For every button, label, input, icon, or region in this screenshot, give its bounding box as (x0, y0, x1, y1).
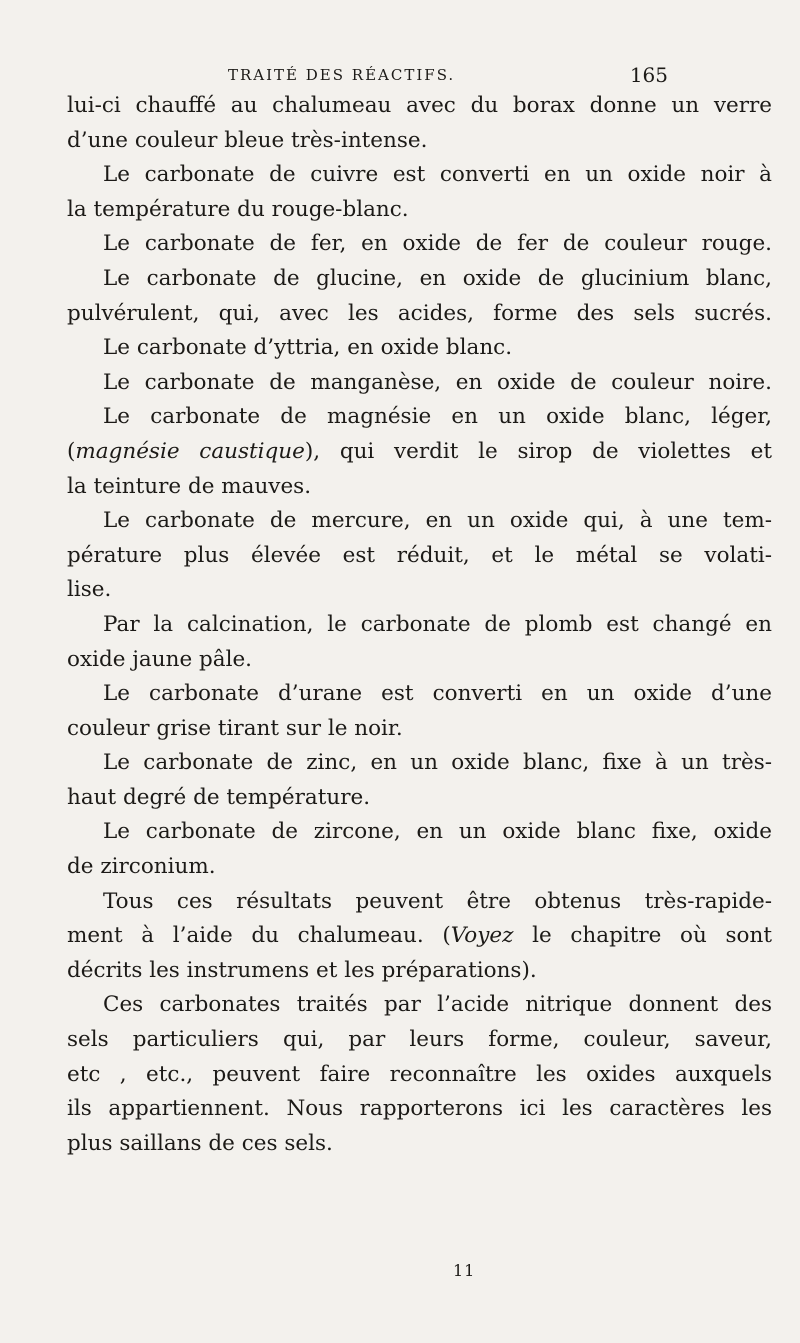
text-line: lui-ci chauffé au chalumeau avec du borax donne un verre (67, 93, 772, 118)
text-line: Le carbonate de zircone, en un oxide blanc fixe, oxide (103, 819, 772, 845)
text-line: Le carbonate de glucine, en oxide de glucinium blanc, (103, 265, 772, 291)
text-line: Ces carbonates traités par l’acide nitrique donnent des (103, 992, 772, 1018)
text-line: haut degré de température. (67, 784, 371, 810)
text-line: (magnésie caustique), qui verdit le sirop de violettes et (67, 438, 772, 464)
text-line: d’une couleur bleue très-intense. (67, 127, 428, 153)
text-line: ils appartiennent. Nous rapporterons ici les caractères les (67, 1096, 772, 1122)
text-line: plus saillans de ces sels. (67, 1130, 333, 1156)
text-line: décrits les instrumens et les préparations). (67, 957, 537, 983)
text-line: de zirconium. (67, 854, 216, 880)
text-line: pulvérulent, qui, avec les acides, forme des sels sucrés. (67, 300, 772, 326)
text-line: Le carbonate de cuivre est converti en un oxide noir à (103, 162, 772, 188)
signature-mark: 11 (453, 1261, 476, 1280)
text-line: oxide jaune pâle. (67, 646, 253, 672)
text-line: la température du rouge-blanc. (67, 196, 409, 222)
italic-phrase: Voyez (450, 923, 514, 949)
text-line: la teinture de mauves. (67, 473, 312, 499)
page-number: 165 (629, 63, 668, 87)
text-line: etc , etc., peuvent faire reconnaître les oxides auxquels (67, 1061, 772, 1087)
text-line: Le carbonate d’urane est converti en un oxide d’une (103, 681, 772, 707)
text-line: Le carbonate de magnésie en un oxide blanc, léger, (103, 404, 772, 430)
body-text (67, 89, 772, 1161)
text-line: Le carbonate de mercure, en un oxide qui, à une tem- (103, 508, 772, 534)
running-title: TRAITÉ DES RÉACTIFS. (228, 66, 456, 84)
text-line: Par la calcination, le carbonate de plomb est changé en (103, 611, 772, 637)
text-line: sels particuliers qui, par leurs forme, couleur, saveur, (67, 1027, 772, 1053)
text-line: pérature plus élevée est réduit, et le métal se volati- (67, 542, 772, 568)
page-header (228, 63, 668, 90)
text-line: couleur grise tirant sur le noir. (67, 715, 403, 741)
text-line: ment à l’aide du chalumeau. (Voyez le chapitre où sont (67, 923, 772, 949)
text-line: Tous ces résultats peuvent être obtenus très-rapide- (103, 888, 772, 914)
italic-phrase: magnésie caustique (75, 438, 305, 464)
text-line: Le carbonate de fer, en oxide de fer de couleur rouge. (103, 231, 772, 257)
text-line: lise. (67, 577, 112, 603)
text-line: Le carbonate de manganèse, en oxide de couleur noire. (103, 369, 772, 395)
text-line: Le carbonate d’yttria, en oxide blanc. (103, 335, 513, 361)
text-line: Le carbonate de zinc, en un oxide blanc, fixe à un très- (103, 750, 772, 776)
